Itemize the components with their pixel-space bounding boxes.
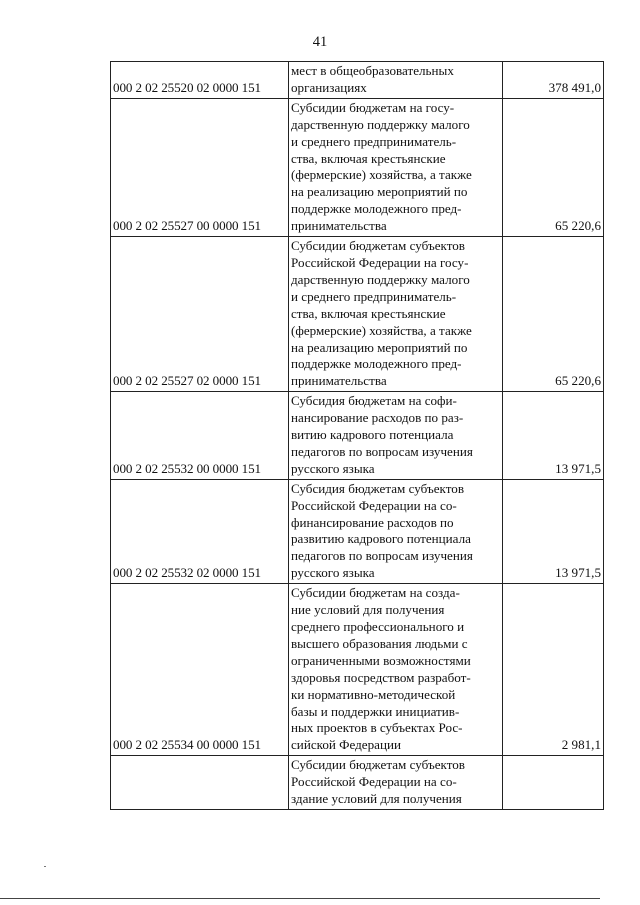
table-row [111,237,604,392]
budget-code-cell: 000 2 02 25534 00 0000 151 [111,584,289,756]
description-cell [289,392,503,480]
description-line: и среднего предприниматель- [291,288,457,304]
description-line: (фермерские) хозяйства, а также [291,322,472,338]
table-row [111,62,604,99]
description-line: Субсидии бюджетам на созда- [291,585,460,601]
description-cell [289,237,503,392]
description-cell [289,756,503,810]
description-line: среднего профессионального и [291,619,465,634]
description-line: и среднего предприниматель- [291,133,457,149]
description-line: педагогов по вопросам изучения [291,443,473,459]
description-line: ки нормативно-методической [291,686,456,702]
description-line: витию кадрового потенциала [291,427,454,443]
description-line: развитию кадрового потенциала [291,531,471,547]
description-line: на реализацию мероприятий по [291,184,468,200]
footer-rule [0,898,600,899]
budget-code-cell: 000 2 02 25532 02 0000 151 [111,479,289,583]
table-row [111,756,604,810]
description-line: (фермерские) хозяйства, а также [291,167,472,183]
description-line: высшего образования людьми с [291,635,468,651]
description-line: ных проектов в субъектах Рос- [291,720,463,736]
amount-cell: 2 981,1 [503,584,604,756]
description-cell [289,479,503,583]
table-row [111,98,604,236]
description-line: нансирование расходов по раз- [291,410,464,426]
description-line: здоровья посредством разработ- [291,669,471,685]
amount-cell: 65 220,6 [503,98,604,236]
margin-mark [44,866,46,867]
budget-code-cell: 000 2 02 25520 02 0000 151 [111,62,289,99]
description-line: на реализацию мероприятий по [291,339,468,355]
budget-code-cell: 000 2 02 25527 00 0000 151 [111,98,289,236]
budget-table [110,61,604,810]
description-line: дарственную поддержку малого [291,271,470,287]
description-line: принимательства [291,373,387,389]
description-line: Российской Федерации на госу- [291,254,469,270]
description-line: Субсидии бюджетам субъектов [291,238,465,254]
description-line: ства, включая крестьянские [291,305,446,321]
table-row [111,584,604,756]
table-body [111,62,604,810]
description-line: поддержке молодежного пред- [291,356,462,372]
description-line: Субсидия бюджетам на софи- [291,393,457,409]
amount-cell: 65 220,6 [503,237,604,392]
description-line: поддержке молодежного пред- [291,201,462,217]
amount-cell: 378 491,0 [503,62,604,99]
description-line: финансирование расходов по [291,514,454,530]
amount-cell [503,756,604,810]
description-line: дарственную поддержку малого [291,116,470,132]
description-line: сийской Федерации [291,737,401,753]
budget-code-cell: 000 2 02 25527 02 0000 151 [111,237,289,392]
description-line: русского языка [291,565,375,581]
budget-code-cell: 000 2 02 25532 00 0000 151 [111,392,289,480]
amount-cell: 13 971,5 [503,479,604,583]
amount-cell: 13 971,5 [503,392,604,480]
description-line: Российской Федерации на со- [291,497,457,513]
description-line: Субсидии бюджетам на госу- [291,99,455,115]
budget-code-cell [111,756,289,810]
description-line: Субсидия бюджетам субъектов [291,480,465,496]
description-line: мест в общеобразовательных [291,63,454,78]
description-line: ограниченными возможностями [291,652,471,668]
description-line: русского языка [291,460,375,476]
description-line: ства, включая крестьянские [291,150,446,166]
page-number: 41 [312,34,328,50]
description-line: базы и поддержки инициатив- [291,703,460,719]
description-line: Российской Федерации на со- [291,774,457,790]
description-line: ние условий для получения [291,602,445,618]
table-row [111,392,604,480]
description-line: здание условий для получения [291,791,462,807]
description-line: принимательства [291,218,387,234]
description-line: организациях [291,79,367,95]
table-row [111,479,604,583]
description-line: педагогов по вопросам изучения [291,548,473,564]
description-cell [289,62,503,99]
description-cell [289,98,503,236]
description-cell [289,584,503,756]
description-line: Субсидии бюджетам субъектов [291,757,465,773]
